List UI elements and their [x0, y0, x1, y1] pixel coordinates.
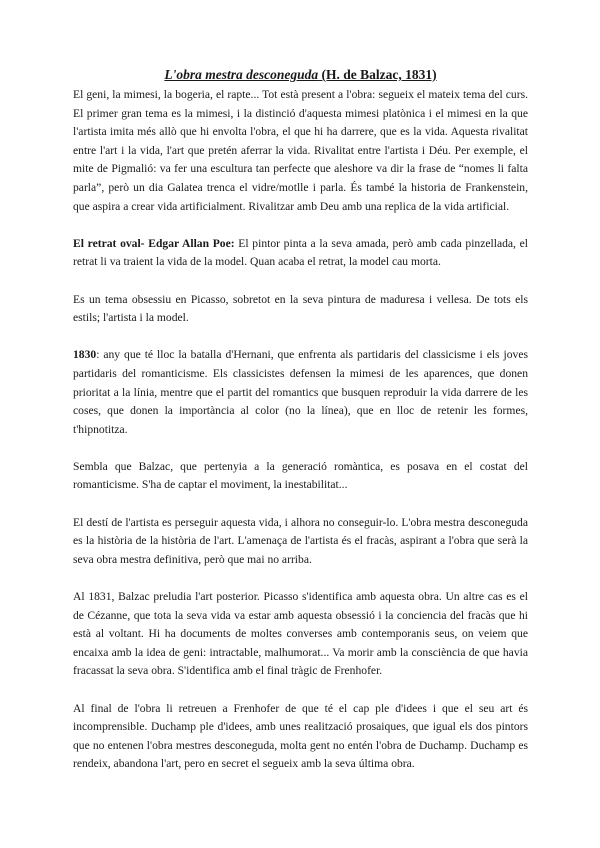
document-title	[73, 66, 528, 84]
paragraph-1830	[73, 346, 528, 439]
paragraph-lead: 1830	[73, 348, 97, 362]
paragraph-text: : any que té lloc la batalla d'Hernani, que enfrenta als partidaris del classicisme i els joves partidaris del romanticisme. Els classicistes defensen la mimesi de les aparences, que donen prioritat a la línia, mentre que el partit del romantics que busquen reproduir la vida darrere de les coses, que donen la importància al color (no la línea), que en lloc de retenir les formes, t'hipnotitza.	[73, 348, 528, 436]
paragraph-text: Al 1831, Balzac preludia l'art posterior. Picasso s'identifica amb aquesta obra. Un altre cas es el de Cézanne, que tota la seva vida va estar amb aquesta obsessió i la conciencia del fracàs que hi està al voltant. Hi ha documents de moltes converses amb contemporanis seus, on veiem que encaixa amb la idea de geni: intractable, malhumorat... Va morir amb la consciència de que havia fracassat la seva obra. S'identifica amb el final tràgic de Frenhofer.	[73, 590, 528, 678]
paragraph-intro	[73, 86, 528, 216]
paragraph-cezanne	[73, 588, 528, 681]
paragraph-text: Sembla que Balzac, que pertenyia a la generació romàntica, es posava en el costat del romanticisme. S'ha de captar el moviment, la inestabilitat...	[73, 459, 528, 492]
paragraph-retrat-oval	[73, 235, 528, 272]
paragraph-picasso	[73, 291, 528, 328]
paragraph-desti-artista	[73, 514, 528, 570]
paragraph-text: El pintor pinta a la seva amada, però amb cada pinzellada, el retrat li va traient la vida de la model. Quan acaba el retrat, la model cau morta.	[73, 236, 528, 269]
paragraph-balzac-romanticisme	[73, 458, 528, 495]
document-page	[73, 66, 528, 774]
paragraph-text: El geni, la mimesi, la bogeria, el rapte... Tot està present a l'obra: segueix el mateix tema del curs. El primer gran tema es la mimesi, i la distinció d'aquesta mimesi platònica i el mimesi en la que l'artista imita més allò que hi envolta l'obra, el que hi ha darrere, que es la vida. Aquesta rivalitat entre l'art i la vida, l'art que pretén aferrar la vida. Rivalitat entre l'artista i Déu. Per exemple, el mite de Pigmalió: va fer una escultura tan perfecte que aleshore va dir la frase de “nomes li falta parla”, però un dia Galatea trenca el vidre/motlle i parla. És també la historia de Frankenstein, que aspira a crear vida artificialment. Rivalitzar amb Deu amb una replica de la vida artificial.	[73, 88, 528, 213]
paragraph-text: Es un tema obsessiu en Picasso, sobretot en la seva pintura de maduresa i vellesa. De tots els estils; l'artista i la model.	[73, 292, 528, 325]
paragraph-duchamp	[73, 700, 528, 774]
title-author-year: (H. de Balzac, 1831)	[318, 67, 437, 82]
paragraph-text: El destí de l'artista es perseguir aquesta vida, i alhora no conseguir-lo. L'obra mestra desconeguda es la història de la història de l'art. L'amenaça de l'artista és el fracàs, aspirant a l'obra que serà la seva obra mestra definitiva, però que mai no arriba.	[73, 515, 528, 566]
title-work-name: L'obra mestra desconeguda	[164, 67, 319, 82]
paragraph-text: Al final de l'obra li retreuen a Frenhofer de que té el cap ple d'idees i que el seu art és incomprensible. Duchamp ple d'idees, amb unes realització prosaiques, que igual els dos pintors que no entenen l'obra mestres desconeguda, molta gent no entén l'obra de Duchamp. Duchamp es rendeix, abandona l'art, pero en secret el segueix amb la seva última obra.	[73, 701, 528, 771]
paragraph-lead: El retrat oval- Edgar Allan Poe:	[73, 236, 235, 250]
